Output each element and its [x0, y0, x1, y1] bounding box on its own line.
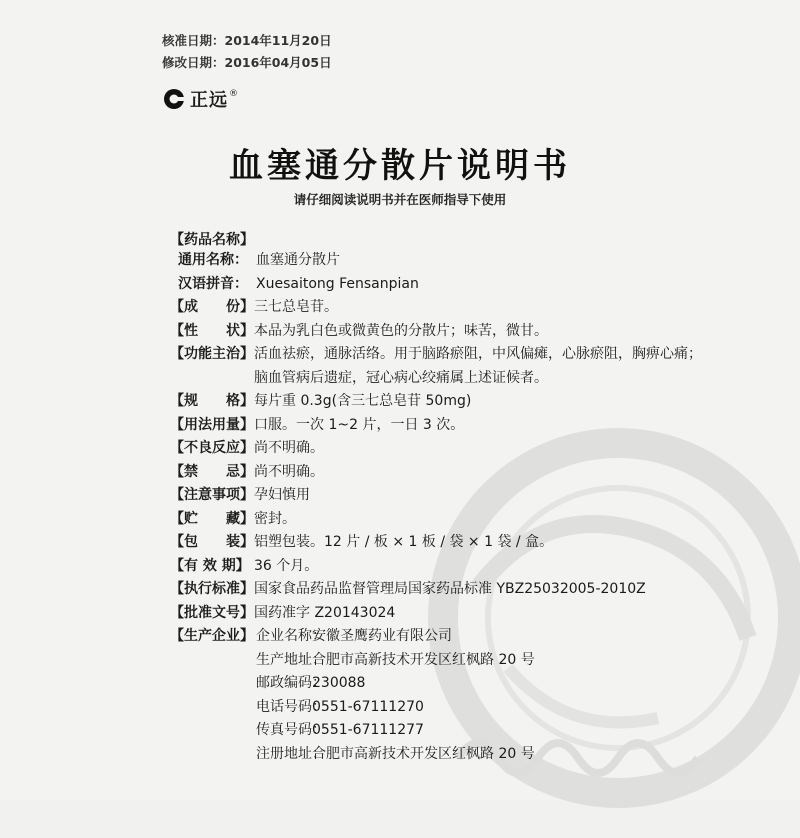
package-value: 铝塑包装。12 片 / 板 × 1 板 / 袋 × 1 袋 / 盒。 [254, 534, 554, 550]
zip-value: 230088 [312, 675, 366, 691]
generic-name-label: 通用名称： [178, 252, 248, 268]
list-item [170, 672, 730, 696]
standard-value: 国家食品药品监督管理局国家药品标准 YBZ25032005-2010Z [254, 581, 646, 597]
brand-logo [162, 86, 238, 112]
zip-label: 邮政编码： [256, 675, 326, 691]
registered-mark: ® [229, 89, 238, 99]
registered-address-value: 合肥市高新技术开发区红枫路 20 号 [312, 745, 535, 762]
list-item [170, 484, 730, 508]
fax-value: 0551-67111277 [312, 722, 424, 738]
caution-label: 【注意事项】 [170, 487, 254, 503]
list-item [170, 531, 730, 555]
validity-value: 36 个月。 [254, 557, 319, 574]
storage-label: 【贮 藏】 [170, 510, 254, 527]
list-item [170, 390, 730, 414]
company-name-value: 安徽圣鹰药业有限公司 [312, 628, 452, 644]
package-label: 【包 装】 [170, 534, 254, 550]
indication-label: 【功能主治】 [170, 346, 254, 362]
list-item [170, 719, 730, 743]
company-name-label: 企业名称： [256, 628, 326, 644]
list-item [170, 343, 730, 367]
spec-value: 每片重 0.3g(含三七总皂苷 50mg) [254, 393, 472, 409]
list-item [170, 508, 730, 532]
indication-value-line2: 脑血管病后遗症，冠心病心绞痛属上述证候者。 [254, 369, 548, 386]
phone-value: 0551-67111270 [312, 698, 424, 715]
list-item [170, 414, 730, 438]
list-item [170, 743, 730, 767]
approval-number-label: 【批准文号】 [170, 604, 254, 621]
list-item [170, 625, 730, 649]
list-item [170, 555, 730, 579]
validity-label: 【有 效 期】 [170, 557, 250, 574]
standard-label: 【执行标准】 [170, 581, 254, 597]
revision-date: 修改日期：2016年04月05日 [162, 55, 332, 70]
date-block [162, 30, 332, 74]
approval-date: 核准日期：2014年11月20日 [162, 33, 332, 48]
address-label: 生产地址： [256, 651, 326, 668]
company-label: 【生产企业】 [170, 628, 254, 644]
list-item [170, 249, 730, 273]
list-item [170, 437, 730, 461]
brand-name: 正远 [190, 90, 228, 111]
list-item [170, 367, 730, 391]
adverse-value: 尚不明确。 [254, 440, 324, 456]
spec-label: 【规 格】 [170, 393, 254, 409]
usage-value: 口服。一次 1~2 片，一日 3 次。 [254, 416, 465, 433]
pinyin-label: 汉语拼音： [178, 275, 248, 292]
contraindication-value: 尚不明确。 [254, 463, 324, 480]
indication-value-line1: 活血祛瘀，通脉活络。用于脑路瘀阻，中风偏瘫，心脉瘀阻，胸痹心痛； [254, 346, 702, 362]
phone-label: 电话号码： [256, 698, 326, 715]
caution-value: 孕妇慎用 [254, 487, 310, 503]
list-item [170, 296, 730, 320]
composition-label: 【成 份】 [170, 299, 254, 315]
fax-label: 传真号码： [256, 722, 326, 738]
spec-list [170, 249, 730, 766]
adverse-label: 【不良反应】 [170, 440, 254, 456]
registered-address-label: 注册地址： [256, 745, 326, 762]
address-value: 合肥市高新技术开发区红枫路 20 号 [312, 651, 535, 668]
usage-label: 【用法用量】 [170, 416, 254, 433]
list-item [170, 578, 730, 602]
section-drug-name: 【药品名称】 [170, 232, 254, 248]
contraindication-label: 【禁 忌】 [170, 463, 254, 480]
list-item [170, 602, 730, 626]
pinyin-value: Xuesaitong Fensanpian [256, 275, 419, 292]
brand-logo-icon [162, 87, 186, 111]
list-item [170, 649, 730, 673]
list-item [170, 461, 730, 485]
character-label: 【性 状】 [170, 322, 254, 339]
generic-name-value: 血塞通分散片 [256, 252, 340, 268]
character-value: 本品为乳白色或微黄色的分散片；味苦，微甘。 [254, 322, 548, 339]
document-title: 血塞通分散片说明书 [229, 146, 571, 186]
document-subtitle: 请仔细阅读说明书并在医师指导下使用 [293, 192, 507, 207]
storage-value: 密封。 [254, 510, 296, 527]
list-item [170, 273, 730, 297]
list-item [170, 320, 730, 344]
list-item [170, 696, 730, 720]
composition-value: 三七总皂苷。 [254, 299, 338, 315]
approval-number-value: 国药准字 Z20143024 [254, 604, 396, 621]
